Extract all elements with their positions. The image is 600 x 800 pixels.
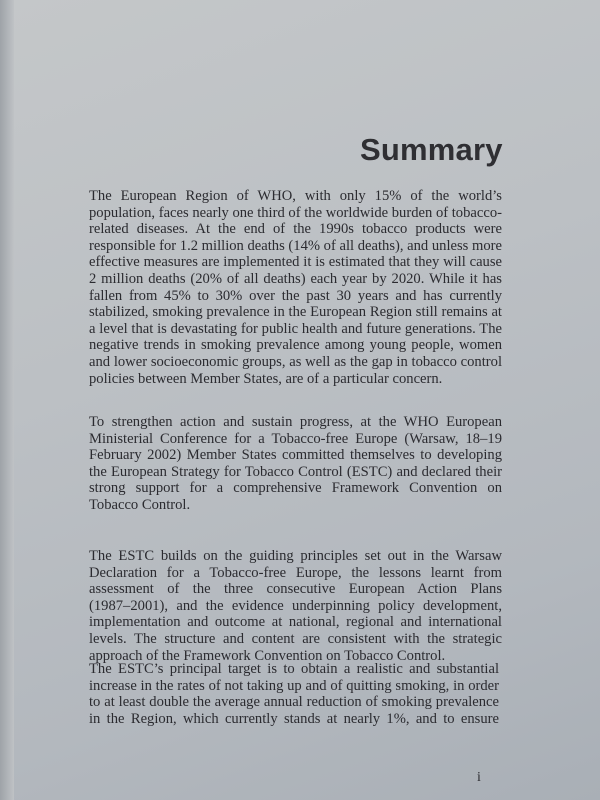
text-line: implementation and outcome at national, regional and international [89, 614, 502, 631]
paragraph [89, 548, 502, 664]
text-line: the European Strategy for Tobacco Control (ESTC) and declared their [89, 463, 502, 480]
text-line: The ESTC’s principal target is to obtain a realistic and substantial [89, 661, 499, 677]
text-line: The ESTC builds on the guiding principles set out in the Warsaw [89, 548, 502, 564]
text-line: and lower socioeconomic groups, as well as the gap in tobacco control [89, 353, 502, 370]
paragraph [89, 661, 499, 727]
text-line: Tobacco Control. [89, 496, 191, 513]
text-line: (1987–2001), and the evidence underpinning policy development, [89, 597, 502, 614]
page-number: i [477, 770, 481, 785]
paragraph [89, 414, 502, 514]
text-line: approach of the Framework Convention on Tobacco Control. [89, 647, 446, 664]
text-line: assessment of the three consecutive European Action Plans [89, 581, 502, 598]
page-gutter-shadow [0, 0, 14, 800]
text-line: to at least double the average annual reduction of smoking prevalence [89, 694, 499, 711]
text-line: levels. The structure and content are consistent with the strategic [89, 630, 502, 647]
text-line: stabilized, smoking prevalence in the European Region still remains at [89, 304, 502, 321]
text-line: Declaration for a Tobacco-free Europe, the lessons learnt from [89, 564, 502, 581]
text-line: in the Region, which currently stands at nearly 1%, and to ensure [89, 710, 499, 727]
text-line: The European Region of WHO, with only 15% of the world’s [89, 188, 502, 204]
page-title: Summary [360, 132, 503, 167]
text-line: effective measures are implemented it is estimated that they will cause [89, 254, 502, 271]
text-line: increase in the rates of not taking up and of quitting smoking, in order [89, 677, 499, 694]
text-line: Ministerial Conference for a Tobacco-free Europe (Warsaw, 18–19 [89, 430, 502, 447]
paragraph [89, 188, 502, 387]
text-line: strong support for a comprehensive Framework Convention on [89, 480, 502, 497]
text-line: February 2002) Member States committed themselves to developing [89, 447, 502, 464]
text-line: To strengthen action and sustain progress, at the WHO European [89, 414, 502, 430]
text-line: related diseases. At the end of the 1990s tobacco products were [89, 221, 502, 238]
text-line: responsible for 1.2 million deaths (14% of all deaths), and unless more [89, 237, 502, 254]
text-line: policies between Member States, are of a particular concern. [89, 370, 443, 387]
text-line: population, faces nearly one third of the worldwide burden of tobacco- [89, 204, 502, 221]
text-line: fallen from 45% to 30% over the past 30 years and has currently [89, 287, 502, 304]
text-line: 2 million deaths (20% of all deaths) each year by 2020. While it has [89, 270, 502, 287]
text-line: negative trends in smoking prevalence among young people, women [89, 337, 502, 354]
text-line: a level that is devastating for public health and future generations. The [89, 320, 502, 337]
